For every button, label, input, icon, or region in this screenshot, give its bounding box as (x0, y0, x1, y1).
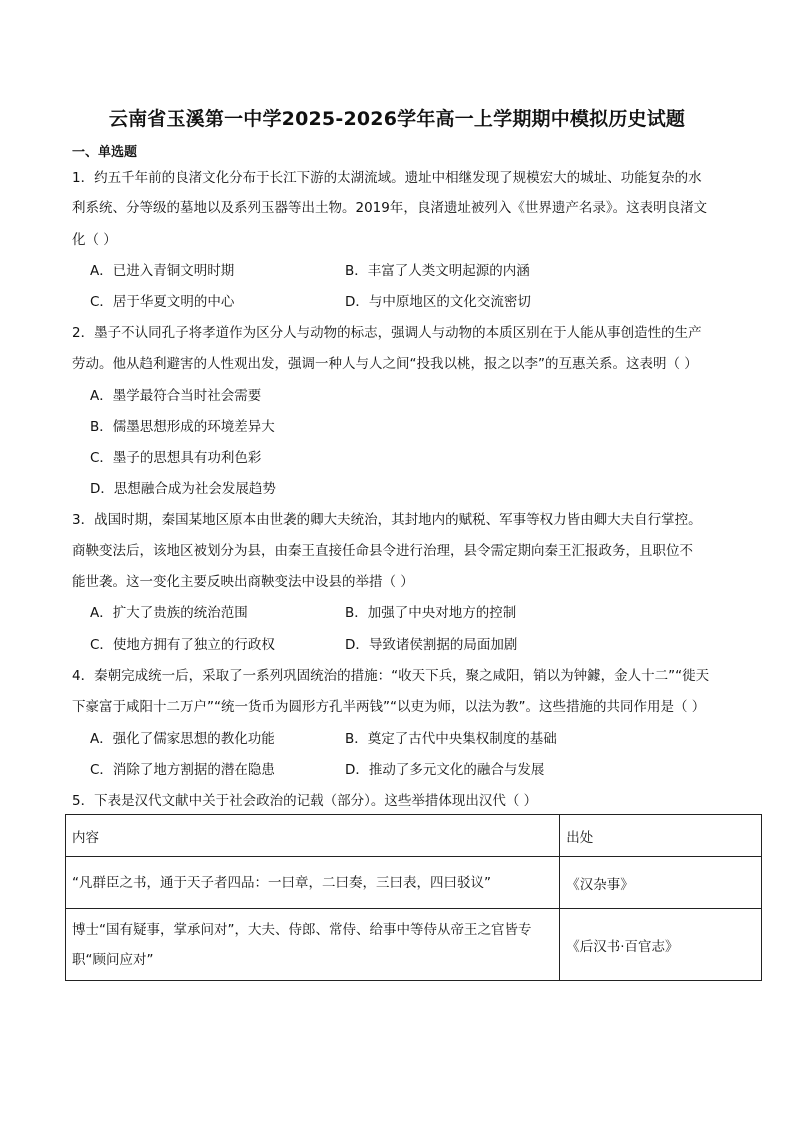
question-4-option-b: B．奠定了古代中央集权制度的基础 (345, 731, 557, 747)
question-1-option-a: A．已进入青铜文明时期 (90, 263, 235, 279)
question-5-line-1: 5．下表是汉代文献中关于社会政治的记载（部分）。这些举措体现出汉代（ ） (72, 793, 538, 809)
question-1-line-3: 化（ ） (72, 232, 117, 248)
table-header-row (66, 815, 762, 857)
header-source: 出处 (560, 815, 762, 857)
question-2-line-1: 2．墨子不认同孔子将孝道作为区分人与动物的标志，强调人与动物的本质区别在于人能从事创造性的生产 (72, 325, 702, 341)
question-2-option-b: B．儒墨思想形成的环境差异大 (90, 419, 275, 435)
question-4-line-2: 下豪富于咸阳十二万户”“统一货币为圆形方孔半两钱”“以吏为师，以法为教”。这些措施的共同作用是（ ） (72, 699, 706, 715)
question-3-line-1: 3．战国时期，秦国某地区原本由世袭的卿大夫统治，其封地内的赋税、军事等权力皆由卿大夫自行掌控。 (72, 512, 702, 528)
question-1-option-d: D．与中原地区的文化交流密切 (345, 294, 531, 310)
question-3-option-b: B．加强了中央对地方的控制 (345, 605, 517, 621)
question-1-option-c: C．居于华夏文明的中心 (90, 294, 235, 310)
cell-text-line: 博士“国有疑事，掌承问对”，大夫、侍郎、常侍、给事中等侍从帝王之官皆专 (72, 921, 532, 938)
table-cell-content (66, 909, 560, 981)
records-table (65, 814, 762, 981)
section-heading: 一、单选题 (72, 145, 138, 160)
exam-title: 云南省玉溪第一中学2025-2026学年高一上学期期中模拟历史试题 (108, 108, 686, 130)
question-1-line-2: 利系统、分等级的墓地以及系列玉器等出土物。2019年，良渚遗址被列入《世界遗产名录》。这表明良渚文 (72, 200, 708, 216)
question-3-line-2: 商鞅变法后，该地区被划分为县，由秦王直接任命县令进行治理，县令需定期向秦王汇报政务，且职位不 (72, 543, 693, 559)
question-3-option-d: D．导致诸侯割据的局面加剧 (345, 637, 518, 653)
table-cell-content (66, 857, 560, 909)
question-2-option-d: D．思想融合成为社会发展趋势 (90, 481, 276, 497)
question-4-line-1: 4．秦朝完成统一后，采取了一系列巩固统治的措施：“收天下兵，聚之咸阳，销以为钟鐻，金人十二”“徙天 (72, 668, 710, 684)
cell-text-line: “凡群臣之书，通于天子者四品：一曰章，二曰奏，三曰表，四曰驳议” (72, 874, 491, 891)
table-row (66, 857, 762, 909)
question-4-option-a: A．强化了儒家思想的教化功能 (90, 731, 275, 747)
question-2-option-c: C．墨子的思想具有功利色彩 (90, 450, 262, 466)
question-3-option-a: A．扩大了贵族的统治范围 (90, 605, 248, 621)
question-3-line-3: 能世袭。这一变化主要反映出商鞅变法中设县的举措（ ） (72, 574, 414, 590)
cell-text-line: 职“顾问应对” (72, 951, 154, 968)
question-2-option-a: A．墨学最符合当时社会需要 (90, 388, 262, 404)
question-4-option-d: D．推动了多元文化的融合与发展 (345, 762, 545, 778)
table-cell-source: 《汉杂事》 (560, 857, 762, 909)
header-content: 内容 (66, 815, 560, 857)
table-row (66, 909, 762, 981)
question-4-option-c: C．消除了地方割据的潜在隐患 (90, 762, 275, 778)
question-3-option-c: C．使地方拥有了独立的行政权 (90, 637, 275, 653)
question-1-line-1: 1．约五千年前的良渚文化分布于长江下游的太湖流域。遗址中相继发现了规模宏大的城址、功能复杂的水 (72, 170, 702, 186)
table-cell-source: 《后汉书·百官志》 (560, 909, 762, 981)
question-2-line-2: 劳动。他从趋利避害的人性观出发，强调一种人与人之间“投我以桃，报之以李”的互惠关系。这表明（ ） (72, 356, 698, 372)
question-1-option-b: B．丰富了人类文明起源的内涵 (345, 263, 530, 279)
